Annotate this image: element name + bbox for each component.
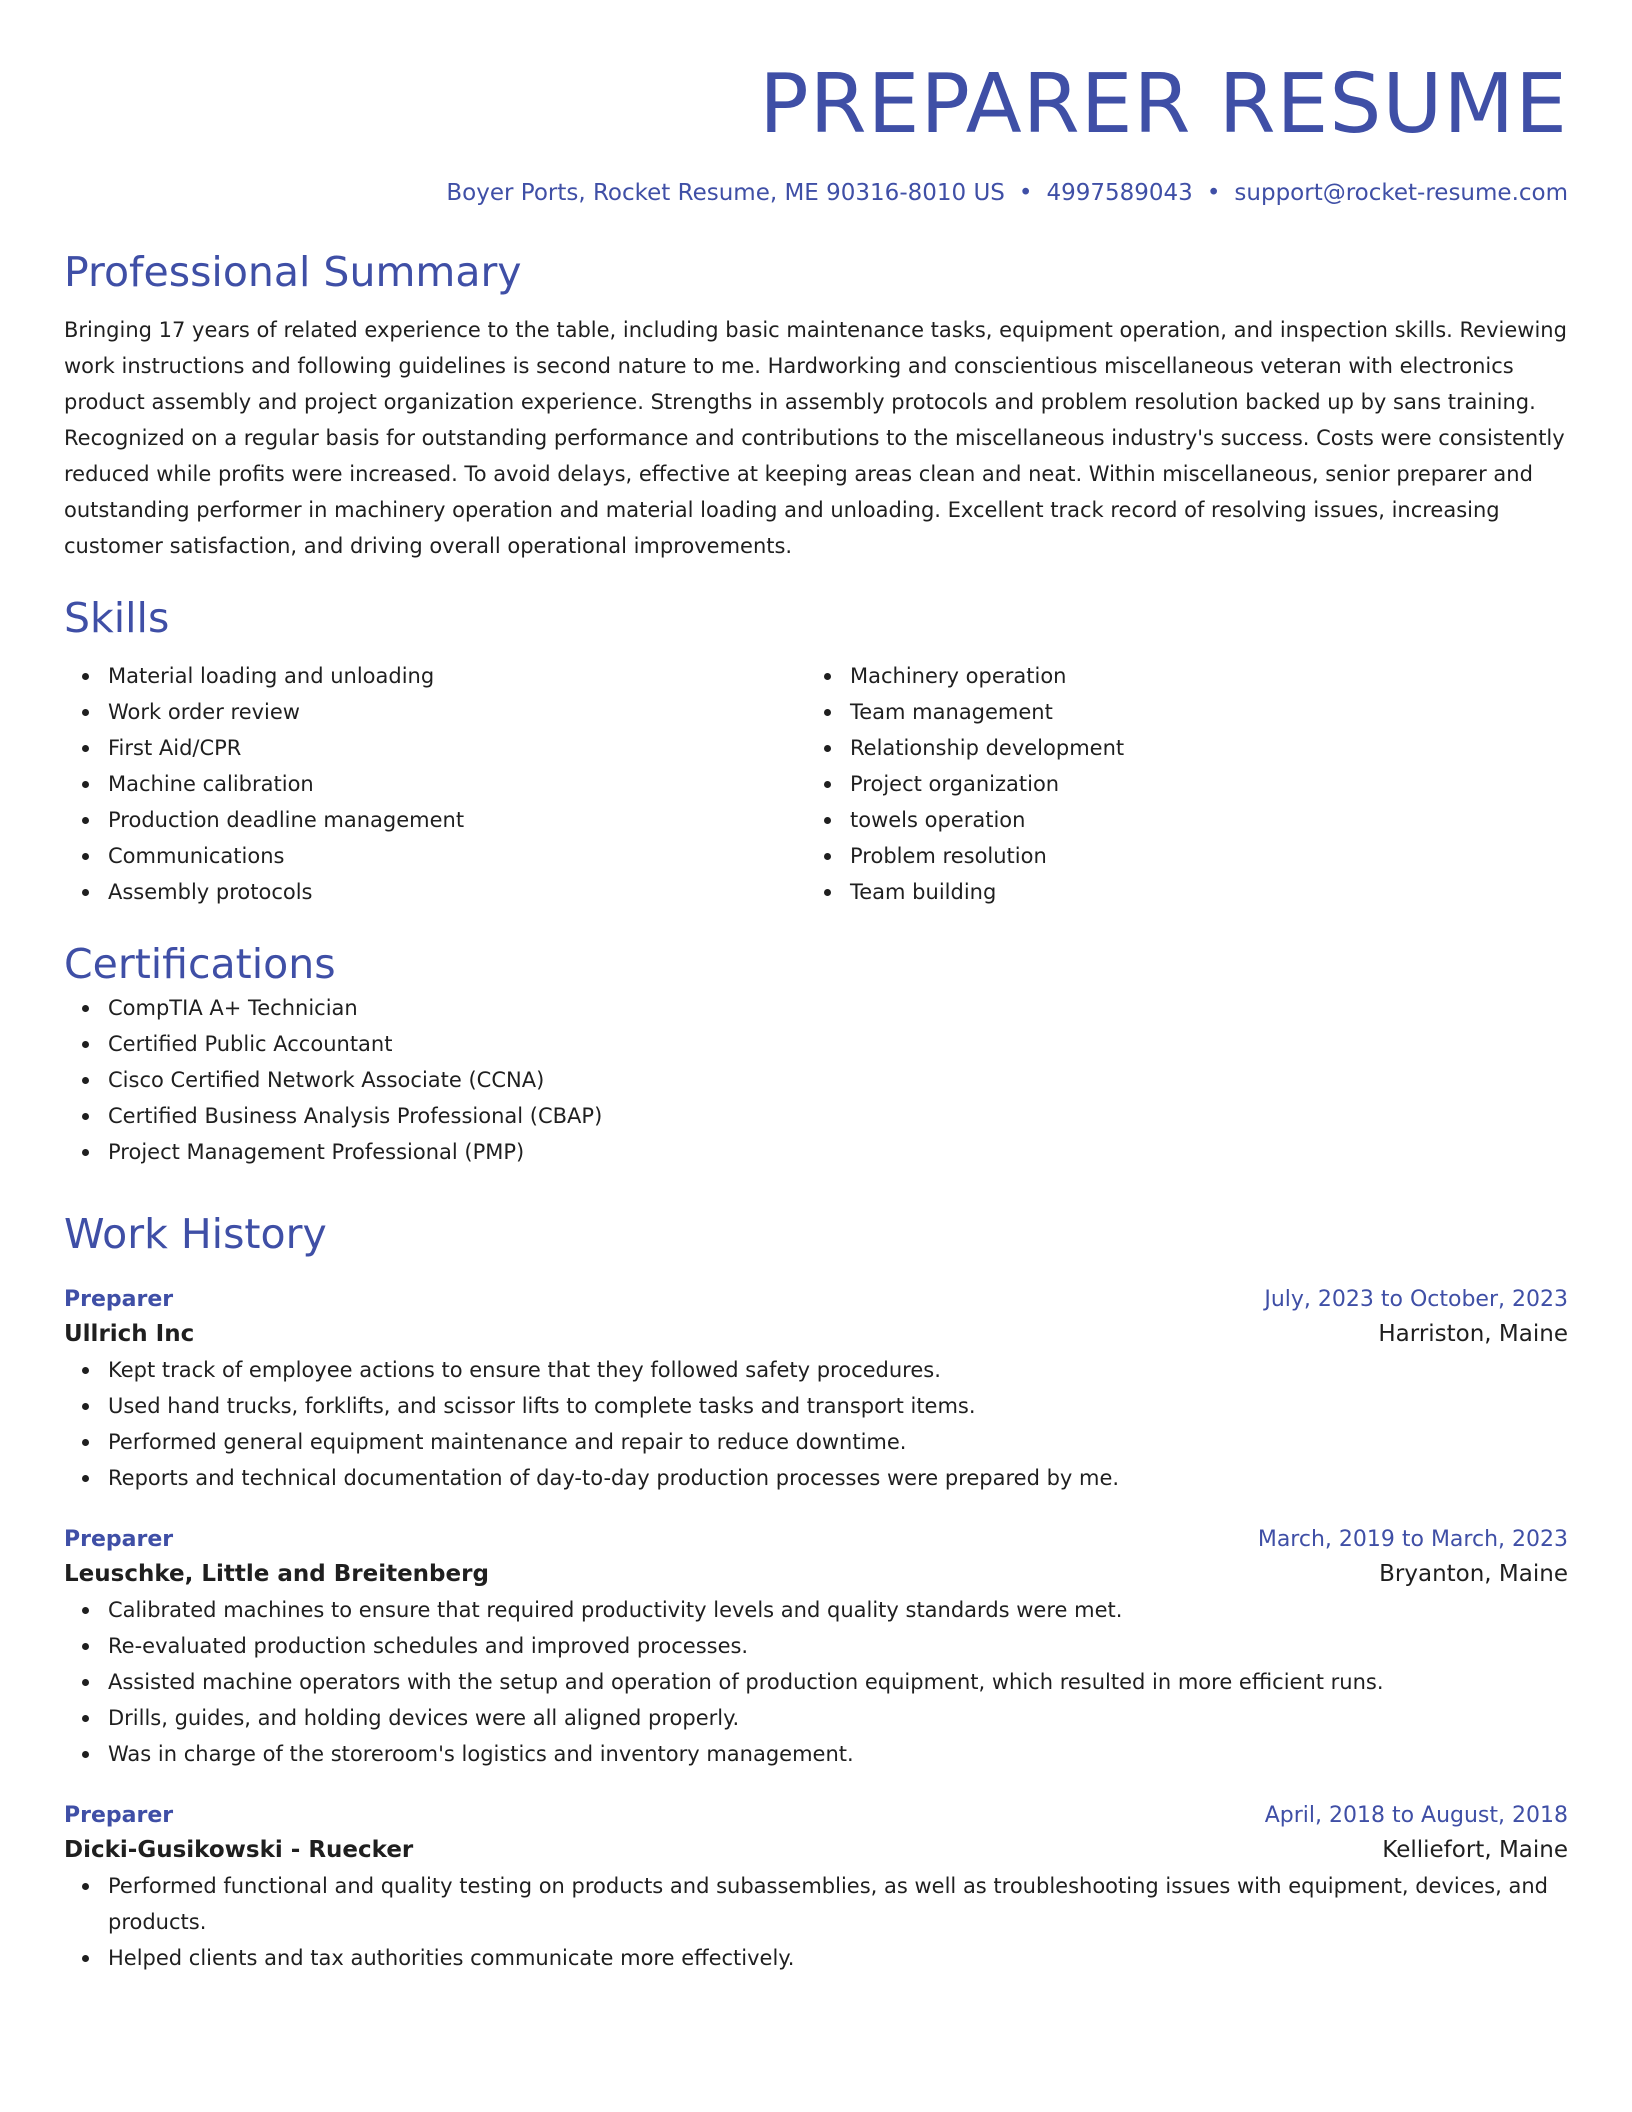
job-duty-item: Performed general equipment maintenance and repair to reduce downtime. <box>108 1424 1568 1460</box>
skills-column-right <box>806 658 1548 910</box>
skill-item: Assembly protocols <box>108 874 806 910</box>
certification-item: CompTIA A+ Technician <box>108 990 1568 1026</box>
job-duty-item: Calibrated machines to ensure that required productivity levels and quality standards were met. <box>108 1592 1568 1628</box>
contact-email: support@rocket-resume.com <box>1234 180 1568 206</box>
job-duty-item: Used hand trucks, forklifts, and scissor lifts to complete tasks and transport items. <box>108 1388 1568 1424</box>
contact-separator: • <box>1018 180 1033 206</box>
skill-item: Machinery operation <box>850 658 1548 694</box>
skill-item: Work order review <box>108 694 806 730</box>
job-company: Ullrich Inc <box>64 1321 195 1347</box>
job-entry <box>64 1524 1568 1772</box>
skill-item: Machine calibration <box>108 766 806 802</box>
contact-separator: • <box>1206 180 1221 206</box>
job-duty-item: Performed functional and quality testing on products and subassemblies, as well as troubleshooting issues with equipment, devices, and products. <box>108 1868 1568 1940</box>
skill-item: Production deadline management <box>108 802 806 838</box>
skills-heading: Skills <box>64 594 170 642</box>
skill-item: First Aid/CPR <box>108 730 806 766</box>
job-company-row <box>64 1556 1568 1592</box>
resume-title: PREPARER RESUME <box>759 57 1568 152</box>
skills-column-left <box>64 658 806 910</box>
skill-item: Problem resolution <box>850 838 1548 874</box>
skills-list-left <box>64 658 806 910</box>
job-duty-item: Kept track of employee actions to ensure that they followed safety procedures. <box>108 1352 1568 1388</box>
job-duties-list <box>64 1592 1568 1772</box>
certification-item: Certified Public Accountant <box>108 1026 1568 1062</box>
skills-list-right <box>806 658 1548 910</box>
skill-item: Communications <box>108 838 806 874</box>
work-history-heading: Work History <box>64 1210 327 1258</box>
contact-phone: 4997589043 <box>1046 180 1193 206</box>
job-entry <box>64 1284 1568 1496</box>
job-duty-item: Re-evaluated production schedules and improved processes. <box>108 1628 1568 1664</box>
job-dates: July, 2023 to October, 2023 <box>1264 1287 1568 1312</box>
job-company: Leuschke, Little and Breitenberg <box>64 1561 489 1587</box>
certification-item: Project Management Professional (PMP) <box>108 1134 1568 1170</box>
job-company-row <box>64 1832 1568 1868</box>
job-location: Kelliefort, Maine <box>1382 1837 1568 1863</box>
contact-line <box>64 178 1568 208</box>
job-header-row <box>64 1800 1568 1832</box>
job-duty-item: Drills, guides, and holding devices were all aligned properly. <box>108 1700 1568 1736</box>
skills-grid <box>64 658 1568 910</box>
skill-item: Relationship development <box>850 730 1548 766</box>
contact-address: Boyer Ports, Rocket Resume, ME 90316-8010 US <box>446 180 1005 206</box>
job-duty-item: Helped clients and tax authorities communicate more effectively. <box>108 1940 1568 1976</box>
skill-item: towels operation <box>850 802 1548 838</box>
job-duty-item: Was in charge of the storeroom's logistics and inventory management. <box>108 1736 1568 1772</box>
skill-item: Team building <box>850 874 1548 910</box>
job-location: Bryanton, Maine <box>1379 1561 1568 1587</box>
job-dates: April, 2018 to August, 2018 <box>1264 1803 1568 1828</box>
job-entry <box>64 1800 1568 1976</box>
certification-item: Cisco Certified Network Associate (CCNA) <box>108 1062 1568 1098</box>
job-title: Preparer <box>64 1803 174 1828</box>
job-header-row <box>64 1524 1568 1556</box>
job-title: Preparer <box>64 1527 174 1552</box>
skill-item: Material loading and unloading <box>108 658 806 694</box>
job-company-row <box>64 1316 1568 1352</box>
summary-text: Bringing 17 years of related experience to the table, including basic maintenance tasks, equipment operation, and inspection skills. Reviewing work instructions and following guidelines is second nature to me. Hardworking and conscientious miscellaneous veteran with electronics product assembly and project organization experience. Strengths in assembly protocols and problem resolution backed up by sans training. Recognized on a regular basis for outstanding performance and contributions to the miscellaneous industry's success. Costs were consistently reduced while profits were increased. To avoid delays, effective at keeping areas clean and neat. Within miscellaneous, senior preparer and outstanding performer in machinery operation and material loading and unloading. Excellent track record of resolving issues, increasing customer satisfaction, and driving overall operational improvements. <box>64 318 1567 558</box>
job-dates: March, 2019 to March, 2023 <box>1257 1527 1568 1552</box>
job-duties-list <box>64 1868 1568 1976</box>
certifications-list <box>64 990 1568 1170</box>
job-title: Preparer <box>64 1287 174 1312</box>
skill-item: Team management <box>850 694 1548 730</box>
job-location: Harriston, Maine <box>1378 1321 1568 1347</box>
job-duties-list <box>64 1352 1568 1496</box>
job-company: Dicki-Gusikowski - Ruecker <box>64 1837 414 1863</box>
skill-item: Project organization <box>850 766 1548 802</box>
certification-item: Certified Business Analysis Professional (CBAP) <box>108 1098 1568 1134</box>
job-duty-item: Reports and technical documentation of day-to-day production processes were prepared by me. <box>108 1460 1568 1496</box>
certifications-heading: Certifications <box>64 940 336 988</box>
job-duty-item: Assisted machine operators with the setup and operation of production equipment, which resulted in more efficient runs. <box>108 1664 1568 1700</box>
summary-heading: Professional Summary <box>64 248 522 296</box>
job-header-row <box>64 1284 1568 1316</box>
